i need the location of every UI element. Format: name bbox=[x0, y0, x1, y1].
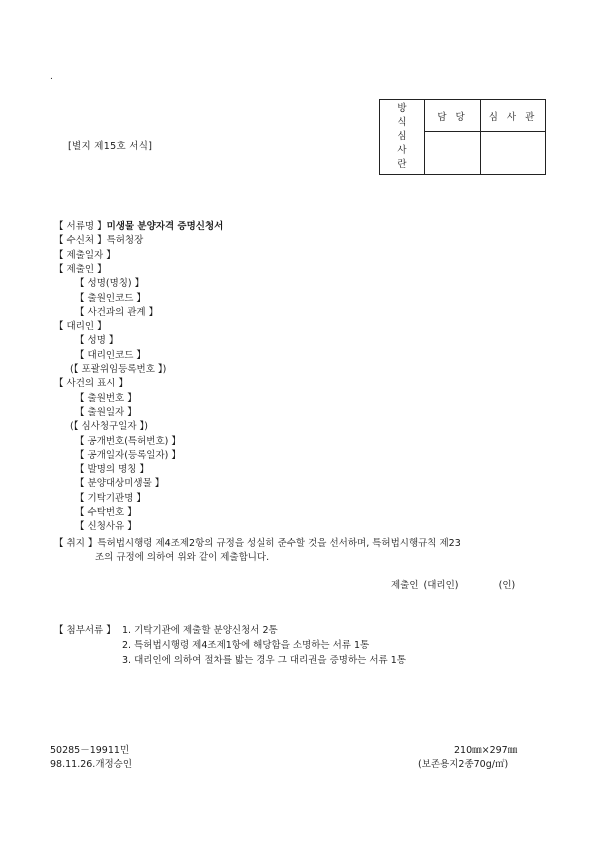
form-field-line bbox=[75, 521, 137, 533]
field-label: 【 발명의 명칭 】 bbox=[75, 464, 149, 476]
field-label: 【 사건의 표시 】 bbox=[54, 378, 128, 390]
footer-code: 50285－19911민 bbox=[50, 745, 130, 756]
approval-col-examiner: 심 사 관 bbox=[481, 100, 545, 132]
footer-paper-size: 210㎜×297㎜ bbox=[454, 745, 518, 756]
field-label: 【 수신처 】특허청장 bbox=[54, 235, 144, 247]
purpose-line-2: 조의 규정에 의하여 위와 같이 제출합니다. bbox=[95, 552, 270, 563]
purpose-line-1: 【 취지 】특허법시행령 제4조제2항의 규정을 성실히 준수할 것을 선서하며, 특허법시행규칙 제23 bbox=[54, 538, 461, 549]
form-field-line bbox=[75, 493, 146, 505]
form-field-line bbox=[75, 507, 137, 519]
attachments-label: 【 첨부서류 】 bbox=[54, 625, 116, 636]
form-field-line bbox=[54, 221, 223, 233]
form-field-line bbox=[75, 393, 137, 405]
form-field-line bbox=[75, 293, 146, 305]
field-label: 【 기탁기관명 】 bbox=[75, 492, 146, 504]
form-field-line bbox=[75, 335, 118, 347]
form-field-line bbox=[75, 407, 137, 419]
field-label: 【 출원인코드 】 bbox=[75, 292, 146, 304]
form-field-line bbox=[75, 436, 181, 448]
field-label: 【 성명 】 bbox=[75, 335, 119, 347]
field-label: 【 사건과의 관계 】 bbox=[75, 306, 159, 318]
footer-approval-date: 98.11.26.개정승인 bbox=[50, 759, 133, 770]
field-label: 【 성명(명칭) 】 bbox=[75, 278, 145, 290]
footer-paper-type: (보존용지2종70g/㎡) bbox=[418, 759, 509, 770]
side-char: 방 bbox=[397, 103, 407, 114]
approval-col-staff: 담 당 bbox=[425, 100, 481, 132]
side-char: 란 bbox=[397, 159, 407, 170]
form-field-line bbox=[54, 235, 143, 247]
form-field-line bbox=[75, 307, 158, 319]
form-field-line bbox=[54, 264, 107, 276]
attachment-item: 1. 기탁기관에 제출할 분양신청서 2통 bbox=[122, 625, 278, 636]
form-field-line bbox=[70, 364, 166, 376]
attachment-item: 3. 대리인에 의하여 절차를 밟는 경우 그 대리권을 증명하는 서류 1통 bbox=[122, 655, 406, 666]
form-number: [별지 제15호 서식] bbox=[68, 141, 153, 152]
field-label: 【 공개번호(특허번호) 】 bbox=[75, 435, 181, 447]
form-field-line bbox=[54, 250, 116, 262]
field-label: 【 출원번호 】 bbox=[75, 392, 137, 404]
form-field-line bbox=[75, 278, 144, 290]
side-char: 심 bbox=[397, 131, 407, 142]
stray-mark: . bbox=[50, 72, 53, 82]
field-label: 【 수탁번호 】 bbox=[75, 507, 137, 518]
approval-sign-examiner bbox=[481, 132, 545, 174]
approval-box bbox=[379, 99, 546, 175]
approval-sign-staff bbox=[425, 132, 481, 174]
field-label: (【 심사청구일자 】) bbox=[70, 421, 149, 433]
side-char: 사 bbox=[397, 145, 407, 156]
side-char: 식 bbox=[397, 117, 407, 128]
form-field-line bbox=[54, 378, 128, 390]
form-field-line bbox=[70, 421, 148, 433]
attachment-item: 2. 특허법시행령 제4조제1항에 해당함을 소명하는 서류 1통 bbox=[122, 640, 370, 651]
form-field-line bbox=[54, 321, 107, 333]
field-label: 【 공개일자(등록일자) 】 bbox=[75, 449, 181, 461]
field-label: 【 대리인 】 bbox=[54, 321, 107, 333]
form-field-line bbox=[75, 464, 149, 476]
field-label: 【 대리인코드 】 bbox=[75, 349, 146, 361]
form-field-line bbox=[75, 478, 164, 490]
field-label: 【 출원일자 】 bbox=[75, 406, 137, 418]
field-label: 【 제출일자 】 bbox=[54, 249, 116, 261]
field-label: 【 제출인 】 bbox=[54, 263, 107, 275]
field-label: 【 서류명 】 bbox=[54, 221, 107, 232]
field-label: 【 신청사유 】 bbox=[75, 521, 137, 533]
signer-line: 제출인 (대리인) (인) bbox=[391, 580, 516, 591]
field-label: (【 포괄위임등록번호 】) bbox=[70, 364, 167, 375]
form-field-line bbox=[75, 350, 146, 362]
approval-side-label bbox=[380, 100, 425, 174]
document-title: 미생물 분양자격 증명신청서 bbox=[106, 221, 224, 232]
field-label: 【 분양대상미생물 】 bbox=[75, 478, 165, 490]
form-field-line bbox=[75, 450, 181, 462]
